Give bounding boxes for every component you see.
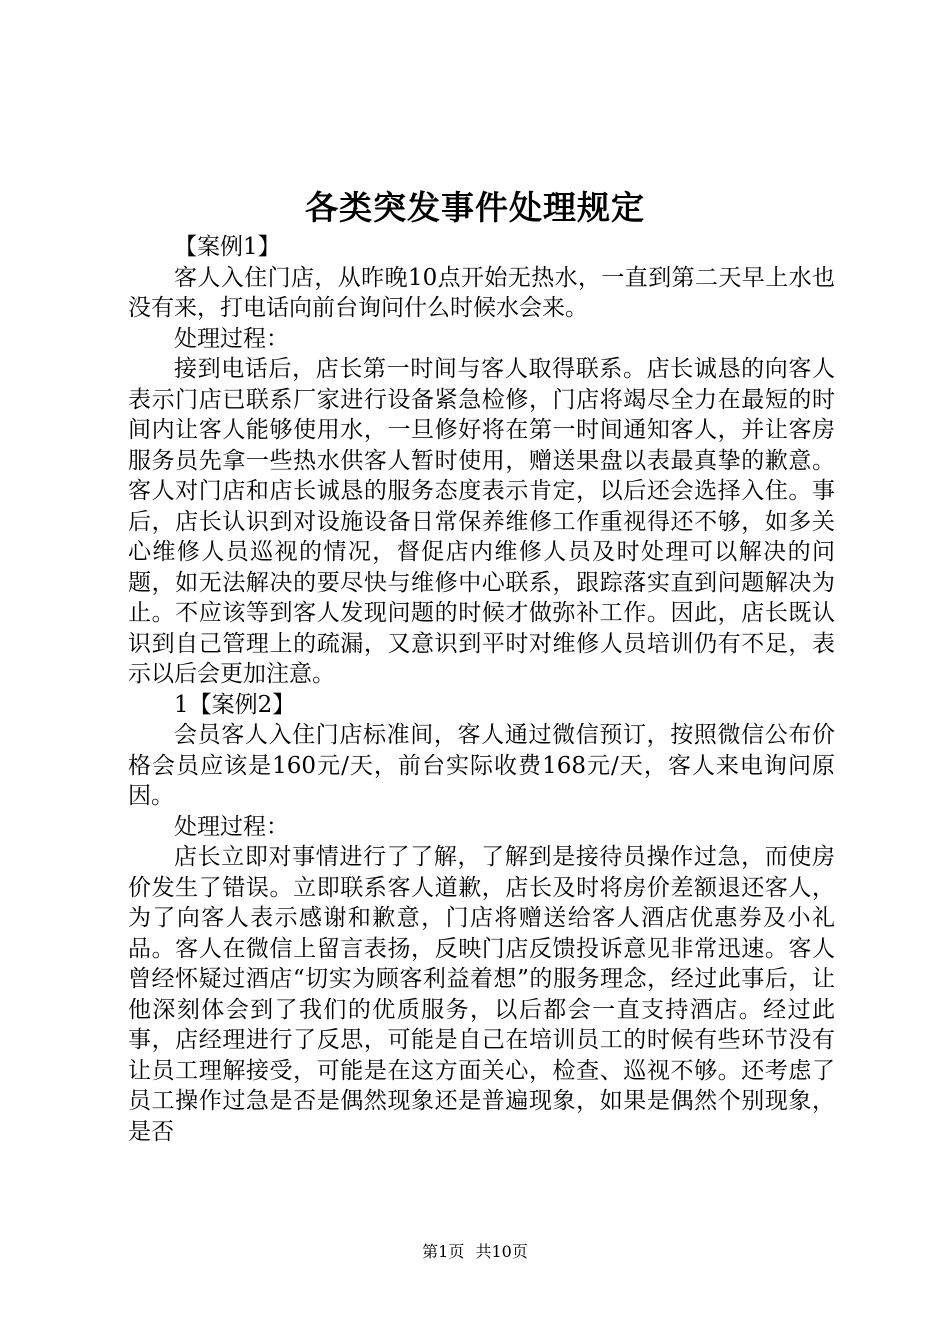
page-number: 第1页	[422, 1242, 465, 1261]
case-2-process-text: 店长立即对事情进行了了解，了解到是接待员操作过急，而使房价发生了错误。立即联系客人道歉，店长及时将房价差额退还客人，为了向客人表示感谢和歉意，门店将赠送给客人酒店优惠券及小礼品。客人在微信上留言表扬，反映门店反馈投诉意见非常迅速。客人曾经怀疑过酒店“切实为顾客利益着想”的服务理念，经过此事后，让他深刻体会到了我们的优质服务，以后都会一直支持酒店。经过此事，店经理进行了反思，可能是自己在培训员工的时候有些环节没有让员工理解接受，可能是在这方面关心，检查、巡视不够。还考虑了员工操作过急是否是偶然现象还是普遍现象，如果是偶然个别现象，是否	[128, 844, 835, 1145]
page-footer	[0, 1242, 950, 1262]
case-1-process-text: 接到电话后，店长第一时间与客人取得联系。店长诚恳的向客人表示门店已联系厂家进行设备紧急检修，门店将竭尽全力在最短的时间内让客人能够使用水，一旦修好将在第一时间通知客人，并让客房服务员先拿一些热水供客人暂时使用，赠送果盘以表最真挚的歉意。客人对门店和店长诚恳的服务态度表示肯定，以后还会选择入住。事后，店长认识到对设施设备日常保养维修工作重视得还不够，如多关心维修人员巡视的情况，督促店内维修人员及时处理可以解决的问题，如无法解决的要尽快与维修中心联系，跟踪落实直到问题解决为止。不应该等到客人发现问题的时候才做弥补工作。因此，店长既认识到自己管理上的疏漏，又意识到平时对维修人员培训仍有不足，表示以后会更加注意。	[128, 356, 835, 687]
case-2-process-heading: 处理过程：	[174, 813, 289, 840]
document-body	[128, 232, 835, 1147]
page-total: 共10页	[475, 1242, 528, 1261]
case-2-description: 会员客人入住门店标准间，客人通过微信预订，按照微信公布价格会员应该是160元/天，前台实际收费168元/天，客人来电询问原因。	[128, 722, 835, 809]
document-title: 各类突发事件处理规定	[305, 188, 645, 227]
case-1-description: 客人入住门店，从昨晚10点开始无热水，一直到第二天早上水也没有来，打电话向前台询问什么时候水会来。	[128, 264, 835, 321]
case-1-process-heading: 处理过程：	[174, 325, 289, 352]
case-1-heading: 【案例1】	[174, 234, 281, 260]
case-2-heading: 1【案例2】	[174, 691, 296, 718]
